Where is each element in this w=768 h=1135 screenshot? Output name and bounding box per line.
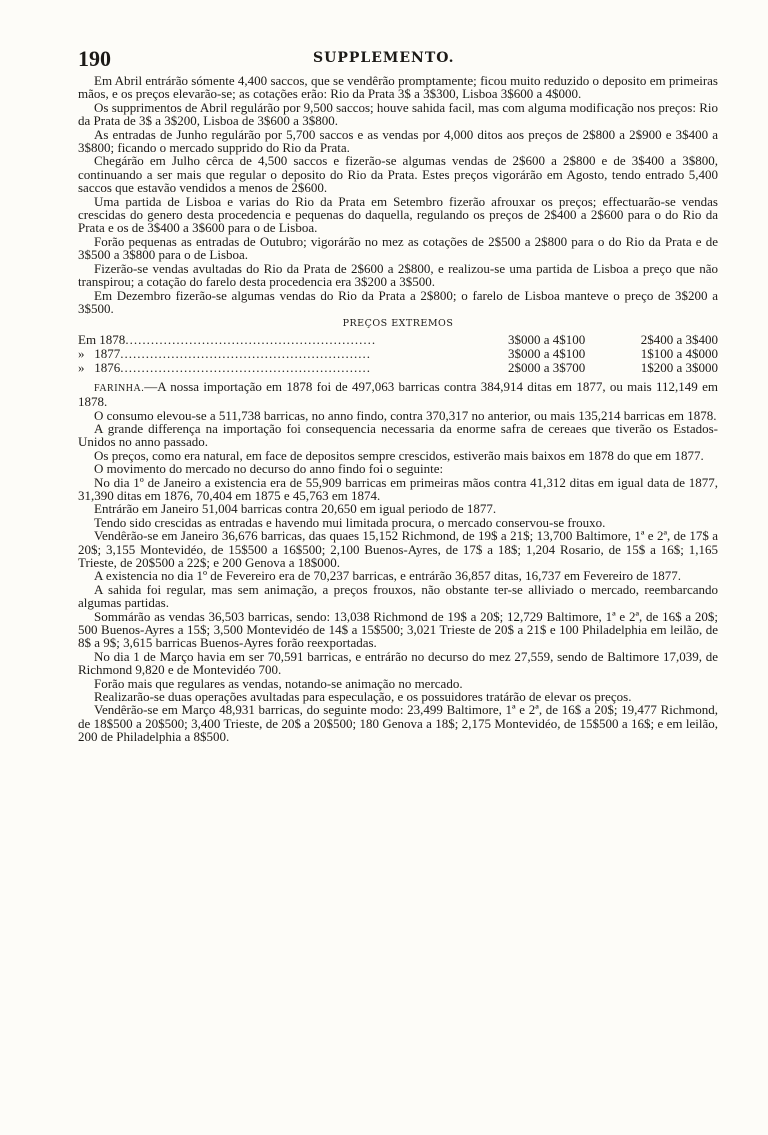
paragraph: O consumo elevou-se a 511,738 barricas, no anno findo, contra 370,317 no anterior, ou mais 135,214 barricas em 1878. — [94, 407, 717, 423]
page-header — [78, 44, 718, 74]
article-body — [78, 74, 718, 315]
paragraph: O movimento do mercado no decurso do anno findo foi o seguinte: — [94, 461, 444, 477]
paragraph: Vendêrão-se em Janeiro 36,676 barricas, das quaes 15,152 Richmond, de 19$ a 21$; 13,700 Baltimore, 1ª e 2ª, de 17$ a 20$; 3,155 Montevidéo, de 15$500 a 16$500; 2,100 Buenos-Ayres, de 17$ a 18$; 1,204 Rosario, de 15$ a 16$; 1,165 Trieste, de 20$500 a 22$; e 200 Genova a 18$000. — [78, 528, 718, 570]
paragraph: Sommárão as vendas 36,503 barricas, sendo: 13,038 Richmond de 19$ a 20$; 12,729 Baltimore, 1ª e 2ª, de 16$ a 20$; 500 Buenos-Ayres a 15$; 3,500 Montevidéo de 14$ a 15$500; 3,021 Trieste de 20$ a 21$ e 100 Philadelphia em leilão, de 8$ a 9$; 3,615 barricas Buenos-Ayres forão reexportadas. — [78, 608, 718, 651]
paragraph: A sahida foi regular, mas sem animação, a preços frouxos, não obstante ter-se alliviado o mercado, reembarcando algumas partidas. — [78, 581, 718, 611]
farinha-lead-text: —A nossa importação em 1878 foi de 497,063 barricas contra 384,914 ditas em 1877, ou mais 112,149 em 1878. — [78, 378, 718, 410]
paragraph: Forão mais que regulares as vendas, notando-se animação no mercado. — [94, 675, 463, 691]
leader-dots: ........................................................... — [120, 347, 371, 361]
paragraph: Uma partida de Lisboa e varias do Rio da Prata em Setembro fizerão afrouxar os preços; effectuarão-se vendas crescidas do genero desta procedencia e pequenas do daquella, regulando os preços de 2$400 a 2$600 para o do Rio da Prata e os de 3$400 a 3$600 para o de Lisboa. — [78, 193, 718, 236]
price-range-a: 2$000 a 3$700 — [508, 359, 586, 375]
paragraph: Os supprimentos de Abril regulárão por 9,500 saccos; houve sahida facil, mas com alguma modificação nos preços: Rio da Prata de 3$ a 3$200, Lisboa de 3$600 a 3$800. — [78, 99, 718, 129]
price-range-b: 1$200 a 3$000 — [640, 359, 718, 375]
paragraph: Realizarão-se duas operações avultadas para especulação, e os possuidores tratárão de elevar os preços. — [94, 689, 632, 705]
paragraph: A grande differença na importação foi consequencia necessaria da enorme safra de cereaes que tiverão os Estados-Unidos no anno passado. — [78, 420, 718, 450]
section-label: FARINHA. — [94, 382, 145, 394]
row-year: Em 1878 — [78, 333, 126, 348]
price-range-a: 3$000 a 4$100 — [508, 332, 586, 348]
prices-heading: PREÇOS EXTREMOS — [342, 318, 454, 330]
table-row — [78, 347, 718, 361]
farinha-section — [78, 380, 718, 744]
paragraph: Os preços, como era natural, em face de depositos sempre crescidos, estiverão mais baixos em 1878 do que em 1877. — [94, 447, 704, 463]
page-number: 190 — [78, 46, 111, 71]
paragraph: Tendo sido crescidas as entradas e havendo mui limitada procura, o mercado conservou-se frouxo. — [94, 514, 606, 530]
paragraph: No dia 1º de Janeiro a existencia era de 55,909 barricas em primeiras mãos contra 41,312 ditas em igual data de 1877, 31,390 ditas em 1876, 70,404 em 1875 e 45,763 em 1874. — [78, 474, 718, 503]
paragraph: Chegárão em Julho cêrca de 4,500 saccos e fizerão-se algumas vendas de 2$600 a 2$800 e de 3$400 a 3$800, continuando a ser mais que regular o deposito do Rio da Prata. Estes preços vigorárão em Agosto, tendo entrado 5,400 saccos que estavão vendidos a menos de 2$600. — [78, 153, 718, 196]
table-row — [78, 333, 718, 347]
paragraph — [78, 380, 718, 409]
row-year: » 1876 — [78, 360, 121, 375]
price-range-b: 1$100 a 4$000 — [640, 346, 718, 362]
paragraph: Fizerão-se vendas avultadas do Rio da Prata de 2$600 a 2$800, e realizou-se uma partida de Lisboa a preço que não transpirou; a cotação do farelo desta procedencia era 3$200 a 3$500. — [78, 260, 718, 290]
table-row — [78, 361, 718, 375]
paragraph: As entradas de Junho regulárão por 5,700 saccos e as vendas por 4,000 ditos aos preços de 2$800 a 2$900 e 3$400 a 3$800; ficando o mercado supprido do Rio da Prata. — [78, 126, 718, 156]
paragraph: Vendêrão-se em Março 48,931 barricas, do seguinte modo: 23,499 Baltimore, 1ª e 2ª, de 16$ a 20$; 19,477 Richmond, de 18$500 a 20$500; 3,400 Trieste, de 20$ a 20$500; 180 Genova a 18$; 2,175 Montevidéo, de 15$500 a 16$; e em leilão, 200 de Philadelphia a 8$500. — [78, 702, 718, 745]
paragraph: No dia 1 de Março havia em ser 70,591 barricas, e entrárão no decurso do mez 27,559, sendo de Baltimore 17,039, de Richmond 9,820 e de Montevidéo 700. — [78, 648, 718, 678]
leader-dots: ........................................................... — [120, 360, 371, 375]
paragraph: Entrárão em Janeiro 51,004 barricas contra 20,650 em igual periodo de 1877. — [94, 501, 497, 517]
leader-dots: ........................................................... — [125, 333, 377, 348]
paragraph: A existencia no dia 1º de Fevereiro era de 70,237 barricas, e entrárão 36,857 ditas, 16,737 em Fevereiro de 1877. — [94, 568, 682, 584]
running-title: SUPPLEMENTO. — [313, 50, 455, 66]
paragraph: Em Abril entrárão sómente 4,400 saccos, que se vendêrão promptamente; ficou muito reduzido o deposito em primeiras mãos, e os preços elevarão-se; as cotações erão: Rio da Prata 3$ a 3$300, Lisboa 3$600 a 4$000. — [78, 73, 718, 102]
row-year: » 1877 — [78, 347, 121, 361]
price-range-b: 2$400 a 3$400 — [640, 332, 718, 348]
prices-table — [78, 333, 718, 374]
paragraph: Em Dezembro fizerão-se algumas vendas do Rio da Prata a 2$800; o farelo de Lisboa manteve o preço de 3$200 a 3$500. — [78, 287, 718, 316]
paragraph: Forão pequenas as entradas de Outubro; vigorárão no mez as cotações de 2$500 a 2$800 para o do Rio da Prata e de 3$500 a 3$800 para o de Lisboa. — [78, 233, 718, 263]
page — [78, 44, 718, 744]
price-range-a: 3$000 a 4$100 — [508, 346, 586, 362]
